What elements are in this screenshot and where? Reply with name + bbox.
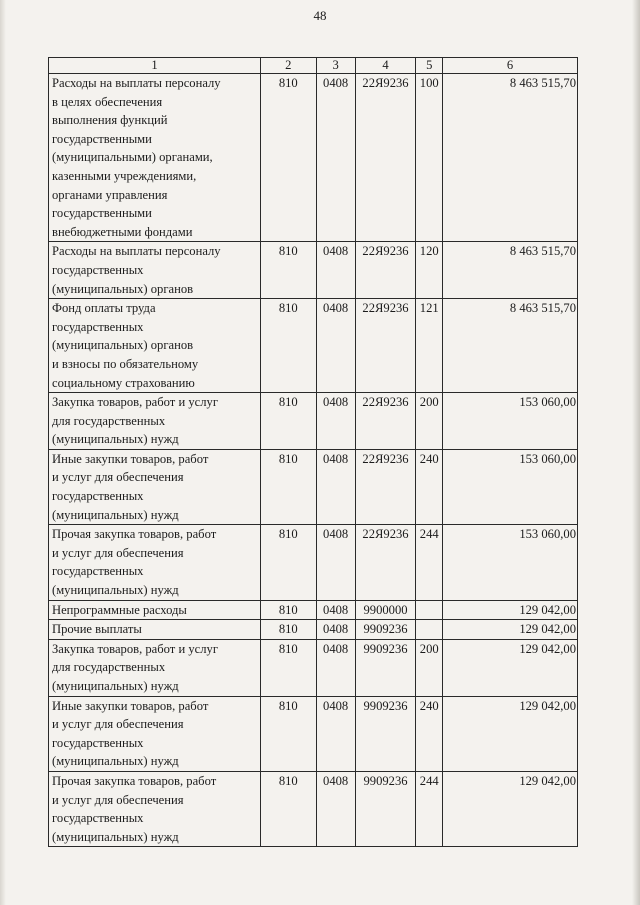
- code-cell-ministry: 810: [261, 620, 317, 640]
- expense-name-line: (муниципальных) нужд: [52, 679, 179, 693]
- table-row: [49, 639, 578, 696]
- amount-cell: 129 042,00: [443, 600, 578, 620]
- table-row: [49, 771, 578, 846]
- expense-name-line: Прочая закупка товаров, работ: [52, 773, 217, 788]
- table-row: [49, 299, 578, 393]
- expense-name-line: государственных: [52, 811, 144, 826]
- table-body: [49, 74, 578, 847]
- code-cell-ministry: 810: [261, 242, 317, 299]
- table-row: [49, 696, 578, 771]
- code-cell-ministry: 810: [261, 299, 317, 393]
- scan-edge-right: [632, 0, 640, 905]
- expense-name-cell: [49, 771, 261, 846]
- code-cell-expense-type: 100: [416, 74, 443, 242]
- expense-name-line: Иные закупки товаров, работ: [52, 698, 209, 713]
- expense-name-line: и услуг для обеспечения: [52, 717, 184, 732]
- amount-cell: 8 463 515,70: [443, 299, 578, 393]
- code-cell-section: 0408: [316, 449, 355, 524]
- expense-name-line: выполнения функций: [52, 113, 168, 128]
- code-cell-ministry: 810: [261, 525, 317, 600]
- expense-name-line: (муниципальными) органами,: [52, 150, 213, 165]
- code-cell-ministry: 810: [261, 393, 317, 450]
- scan-edge-left: [0, 0, 6, 905]
- code-cell-ministry: 810: [261, 449, 317, 524]
- budget-table: [48, 57, 578, 847]
- expense-name-line: Расходы на выплаты персоналу: [52, 244, 221, 259]
- expense-name-line: государственных: [52, 489, 144, 504]
- table-row: [49, 525, 578, 600]
- code-cell-ministry: 810: [261, 74, 317, 242]
- amount-cell: 153 060,00: [443, 525, 578, 600]
- code-cell-section: 0408: [316, 74, 355, 242]
- expense-name-cell: [49, 299, 261, 393]
- amount-cell: 129 042,00: [443, 696, 578, 771]
- expense-name-cell: [49, 242, 261, 299]
- code-cell-ministry: 810: [261, 771, 317, 846]
- column-header-6: 6: [443, 58, 578, 74]
- table-row: [49, 600, 578, 620]
- table-row: [49, 620, 578, 640]
- code-cell-section: 0408: [316, 696, 355, 771]
- expense-name-line: Закупка товаров, работ и услуг: [52, 395, 218, 410]
- expense-name-line: Прочие выплаты: [52, 622, 142, 637]
- code-cell-expense-type: 200: [416, 393, 443, 450]
- expense-name-line: Непрограммные расходы: [52, 602, 187, 617]
- code-cell-expense-type: [416, 600, 443, 620]
- code-cell-target: 9909236: [355, 696, 416, 771]
- table-row: [49, 393, 578, 450]
- code-cell-section: 0408: [316, 600, 355, 620]
- expense-name-line: для государственных: [52, 660, 166, 675]
- code-cell-expense-type: 120: [416, 242, 443, 299]
- expense-name-line: государственными: [52, 131, 152, 146]
- code-cell-section: 0408: [316, 771, 355, 846]
- code-cell-target: 22Я9236: [355, 393, 416, 450]
- code-cell-section: 0408: [316, 393, 355, 450]
- code-cell-target: 22Я9236: [355, 299, 416, 393]
- code-cell-section: 0408: [316, 525, 355, 600]
- expense-name-line: (муниципальных) нужд: [52, 829, 179, 844]
- code-cell-target: 22Я9236: [355, 74, 416, 242]
- expense-name-line: (муниципальных) органов: [52, 281, 194, 296]
- code-cell-expense-type: 240: [416, 449, 443, 524]
- code-cell-target: 22Я9236: [355, 242, 416, 299]
- expense-name-line: органами управления: [52, 187, 168, 202]
- expense-name-line: и услуг для обеспечения: [52, 470, 184, 485]
- expense-name-line: (муниципальных) нужд: [52, 754, 179, 769]
- code-cell-target: 9909236: [355, 771, 416, 846]
- column-header-5: 5: [416, 58, 443, 74]
- expense-name-line: и услуг для обеспечения: [52, 792, 184, 807]
- code-cell-target: 22Я9236: [355, 525, 416, 600]
- code-cell-ministry: 810: [261, 639, 317, 696]
- expense-name-line: Закупка товаров, работ и услуг: [52, 641, 218, 656]
- expense-name-line: государственными: [52, 206, 152, 221]
- expense-name-line: в целях обеспечения: [52, 94, 163, 109]
- expense-name-line: для государственных: [52, 413, 166, 428]
- expense-name-line: казенными учреждениями,: [52, 168, 197, 183]
- page-number: 48: [313, 8, 327, 23]
- expense-name-line: (муниципальных) нужд: [52, 507, 179, 522]
- column-header-4: 4: [355, 58, 416, 74]
- amount-cell: 129 042,00: [443, 620, 578, 640]
- code-cell-ministry: 810: [261, 600, 317, 620]
- code-cell-section: 0408: [316, 639, 355, 696]
- expense-name-line: внебюджетными фондами: [52, 224, 193, 239]
- expense-name-line: Фонд оплаты труда: [52, 301, 156, 316]
- expense-name-line: государственных: [52, 735, 144, 750]
- expense-name-line: и услуг для обеспечения: [52, 545, 184, 560]
- amount-cell: 153 060,00: [443, 393, 578, 450]
- expense-name-line: и взносы по обязательному: [52, 356, 199, 371]
- amount-cell: 8 463 515,70: [443, 242, 578, 299]
- expense-name-cell: [49, 74, 261, 242]
- amount-cell: 8 463 515,70: [443, 74, 578, 242]
- code-cell-ministry: 810: [261, 696, 317, 771]
- code-cell-section: 0408: [316, 242, 355, 299]
- column-header-3: 3: [316, 58, 355, 74]
- code-cell-expense-type: 240: [416, 696, 443, 771]
- code-cell-target: 9900000: [355, 600, 416, 620]
- expense-name-cell: [49, 620, 261, 640]
- code-cell-expense-type: 244: [416, 771, 443, 846]
- code-cell-section: 0408: [316, 299, 355, 393]
- expense-name-line: (муниципальных) нужд: [52, 583, 179, 598]
- expense-name-line: Иные закупки товаров, работ: [52, 451, 209, 466]
- table-row: [49, 74, 578, 242]
- code-cell-expense-type: 200: [416, 639, 443, 696]
- code-cell-target: 9909236: [355, 620, 416, 640]
- code-cell-expense-type: 244: [416, 525, 443, 600]
- expense-name-line: Прочая закупка товаров, работ: [52, 527, 217, 542]
- expense-name-line: социальному страхованию: [52, 375, 195, 390]
- expense-name-cell: [49, 393, 261, 450]
- expense-name-cell: [49, 525, 261, 600]
- expense-name-cell: [49, 449, 261, 524]
- expense-name-line: государственных: [52, 319, 144, 334]
- table-row: [49, 242, 578, 299]
- expense-name-cell: [49, 600, 261, 620]
- expense-name-line: государственных: [52, 262, 144, 277]
- expense-name-cell: [49, 639, 261, 696]
- code-cell-expense-type: 121: [416, 299, 443, 393]
- amount-cell: 129 042,00: [443, 771, 578, 846]
- amount-cell: 153 060,00: [443, 449, 578, 524]
- table-header-row: [49, 58, 578, 74]
- code-cell-expense-type: [416, 620, 443, 640]
- column-header-1: 1: [49, 58, 261, 74]
- code-cell-section: 0408: [316, 620, 355, 640]
- amount-cell: 129 042,00: [443, 639, 578, 696]
- code-cell-target: 9909236: [355, 639, 416, 696]
- expense-name-line: государственных: [52, 564, 144, 579]
- expense-name-line: Расходы на выплаты персоналу: [52, 76, 221, 90]
- code-cell-target: 22Я9236: [355, 449, 416, 524]
- column-header-2: 2: [261, 58, 317, 74]
- expense-name-line: (муниципальных) органов: [52, 338, 194, 353]
- table-row: [49, 449, 578, 524]
- expense-name-line: (муниципальных) нужд: [52, 432, 179, 447]
- expense-name-cell: [49, 696, 261, 771]
